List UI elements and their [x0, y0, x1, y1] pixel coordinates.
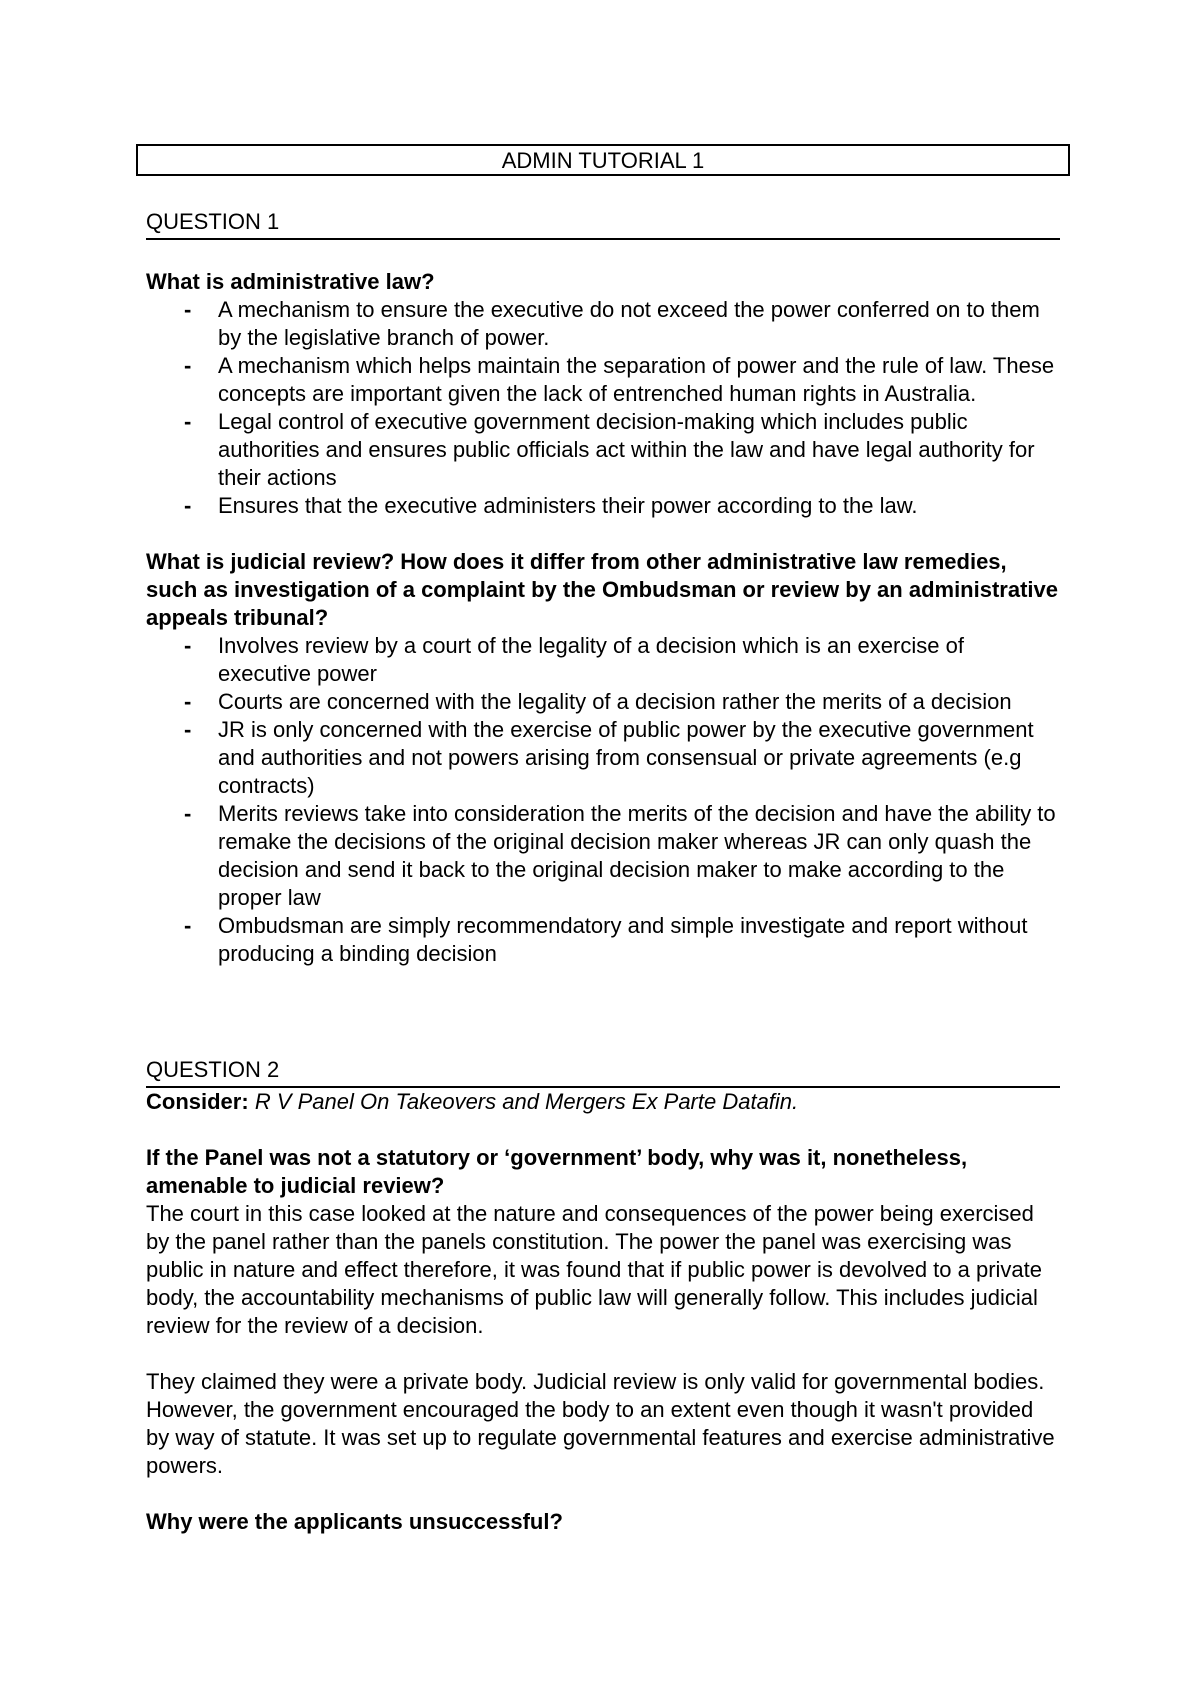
- question-1a-answer-list: [146, 296, 1060, 520]
- document-title: ADMIN TUTORIAL 1: [136, 144, 1070, 176]
- list-item: - Merits reviews take into consideration the merits of the decision and have the ability to remake the decisions of the original decision maker whereas JR can only quash the decision and send it back to the original decision maker to make according to the proper law: [146, 800, 1060, 912]
- list-item: - Ombudsman are simply recommendatory and simple investigate and report without producing a binding decision: [146, 912, 1060, 968]
- question-1b-text: What is judicial review? How does it differ from other administrative law remedies, such as investigation of a complaint by the Ombudsman or review by an administrative appeals tribunal?: [146, 549, 1059, 630]
- question-2a-text: If the Panel was not a statutory or ‘government’ body, why was it, nonetheless, amenable to judicial review?: [146, 1145, 968, 1198]
- consider-label: Consider:: [146, 1089, 249, 1114]
- answer-paragraph-2: They claimed they were a private body. Judicial review is only valid for governmental bodies. However, the government encouraged the body to an extent even though it wasn't provided by way of statute. It was set up to regulate governmental features and exercise administrative powers.: [146, 1369, 1055, 1478]
- consider-line: [146, 1088, 1060, 1116]
- question-2-heading: QUESTION 2: [146, 1056, 1060, 1088]
- case-name: R V Panel On Takeovers and Mergers Ex Parte Datafin.: [254, 1089, 799, 1114]
- question-2-section: [146, 1056, 1060, 1536]
- question-1-section: [146, 208, 1060, 968]
- list-item: - Ensures that the executive administers their power according to the law.: [146, 492, 1060, 520]
- answer-paragraph-1: The court in this case looked at the nature and consequences of the power being exercised by the panel rather than the panels constitution. The power the panel was exercising was public in nature and effect therefore, it was found that if public power is devolved to a private body, the accountability mechanisms of public law will generally follow. This includes judicial review for the review of a decision.: [146, 1201, 1043, 1338]
- question-2b-text: Why were the applicants unsuccessful?: [146, 1509, 563, 1534]
- list-item: - Involves review by a court of the legality of a decision which is an exercise of executive power: [146, 632, 1060, 688]
- question-1-heading: QUESTION 1: [146, 208, 1060, 240]
- question-1a-text: What is administrative law?: [146, 269, 435, 294]
- list-item: - Legal control of executive government decision-making which includes public authorities and ensures public officials act within the law and have legal authority for their actions: [146, 408, 1060, 492]
- list-item: - JR is only concerned with the exercise of public power by the executive government and authorities and not powers arising from consensual or private agreements (e.g contracts): [146, 716, 1060, 800]
- list-item: - A mechanism to ensure the executive do not exceed the power conferred on to them by the legislative branch of power.: [146, 296, 1060, 352]
- question-1b-answer-list: [146, 632, 1060, 968]
- list-item: - A mechanism which helps maintain the separation of power and the rule of law. These concepts are important given the lack of entrenched human rights in Australia.: [146, 352, 1060, 408]
- list-item: - Courts are concerned with the legality of a decision rather the merits of a decision: [146, 688, 1060, 716]
